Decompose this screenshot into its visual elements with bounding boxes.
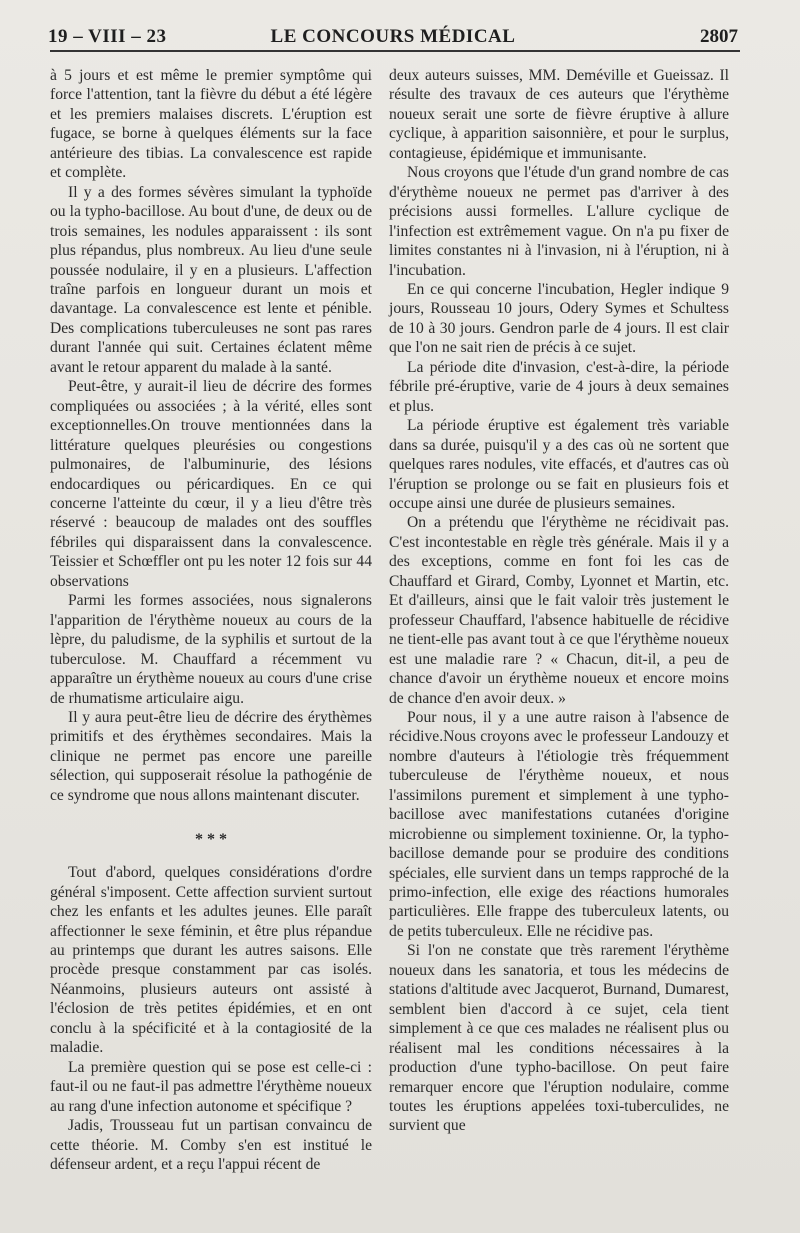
paragraph: Il y aura peut-être lieu de décrire des érythèmes primitifs et des érythèmes secondaires. Mais la clinique ne permet pas encore une pareille sélection, qui supposerait résolue la pathogénie de ce syndrome que nous allons maintenant discuter. [50, 708, 372, 804]
page-number: 2807 [700, 26, 738, 47]
paragraph: à 5 jours et est même le premier symptôme qui force l'attention, tant la fièvre du début a été légère et les premiers malaises discrets. L'éruption est fugace, se borne à quelques éléments sur la face antérieure des tibias. La convalescence est rapide et complète. [50, 67, 372, 182]
header-rule [50, 50, 740, 52]
paragraph: En ce qui concerne l'incubation, Hegler indique 9 jours, Rousseau 10 jours, Odery Symes et Schultess de 10 à 30 jours. Gendron parle de 4 jours. Il est clair que l'on ne sait rien de précis à ce sujet. [389, 280, 729, 357]
paragraph: Il y a des formes sévères simulant la typhoïde ou la typho-bacillose. Au bout d'une, de deux ou de trois semaines, les nodules apparaissent : ils sont plus répandus, plus nombreux. Au lieu d'une seule poussée nodulaire, il y en a plusieurs. L'affection traîne parfois en longueur durant un mois et davantage. La convalescence est lente et pénible. Des complications tuberculeuses ne sont pas rares durant l'année qui suit. Certaines éclatent même avant le retour apparent du malade à la santé. [50, 183, 372, 376]
section-separator: * * * [195, 831, 227, 849]
paragraph: La période dite d'invasion, c'est-à-dire, la période fébrile pré-éruptive, varie de 4 jours à deux semaines et plus. [389, 358, 729, 415]
journal-title: LE CONCOURS MÉDICAL [270, 26, 516, 47]
paragraph: Jadis, Trousseau fut un partisan convaincu de cette théorie. M. Comby s'en est institué le défenseur ardent, et a reçu l'appui récent de [50, 1117, 372, 1174]
paragraph: deux auteurs suisses, MM. Deméville et Gueissaz. Il résulte des travaux de ces auteurs que l'érythème noueux serait une sorte de fièvre éruptive à allure cyclique, à apparition saisonnière, et pour le surplus, contagieuse, épidémique et immunisante. [389, 67, 729, 162]
paragraph: La période éruptive est également très variable dans sa durée, puisqu'il y a des cas où ne sortent que quelques rares nodules, vite effacés, et d'autres cas où l'éruption se prolonge ou se fait en plusieurs fois et occupe ainsi une durée de plusieurs semaines. [389, 417, 729, 512]
left-column [50, 66, 372, 1174]
issue-date: 19 – VIII – 23 [48, 26, 167, 47]
paragraph: Tout d'abord, quelques considérations d'ordre général s'imposent. Cette affection survient surtout chez les enfants et les adultes jeunes. Elle paraît affectionner le sexe féminin, et être plus répandue au printemps que durant les autres saisons. Elle procède presque constamment par cas isolés. Néanmoins, plusieurs auteurs ont assisté à l'éclosion de très petites épidémies, et en ont conclu à la spécificité et à la contagiosité de la maladie. [50, 864, 372, 1057]
paragraph: Si l'on ne constate que très rarement l'érythème noueux dans les sanatoria, et tous les médecins de stations d'altitude avec Jacquerot, Burnand, Dumarest, semblent bien d'accord à ce sujet, cela tient simplement à ce que ces malades ne réalisent plus ou réalisent mal les conditions nécessaires à la production d'une typho-bacillose. On peut faire remarquer encore que l'éruption nodulaire, comme toutes les éruptions appelées toxi-tuberculides, ne survient que [389, 942, 729, 1135]
paragraph: On a prétendu que l'érythème ne récidivait pas. C'est incontestable en règle très générale. Mais il y a des exceptions, comme en font foi les cas de Chauffard et Girard, Comby, Lyonnet et Martin, etc. Et d'ailleurs, ainsi que le fait valoir très justement le professeur Chauffard, l'absence habituelle de récidive ne tient-elle pas avant tout à ce que l'érythème noueux est une maladie rare ? « Chacun, dit-il, a peu de chance d'avoir un érythème noueux et encore moins de chance d'en avoir deux. » [389, 514, 729, 707]
right-column [389, 66, 729, 1136]
paragraph: Nous croyons que l'étude d'un grand nombre de cas d'érythème noueux ne permet pas d'arriver à des précisions aussi formelles. L'allure cyclique de l'infection est extrêmement vague. On n'a pu fixer de limites constantes ni à l'invasion, ni à l'éruption, ni à l'incubation. [389, 164, 729, 279]
paragraph: Parmi les formes associées, nous signalerons l'apparition de l'érythème noueux au cours de la lèpre, du paludisme, de la syphilis et surtout de la tuberculose. M. Chauffard a récemment vu apparaître un érythème noueux au cours d'une crise de rhumatisme articulaire aigu. [50, 592, 372, 707]
paragraph: Pour nous, il y a une autre raison à l'absence de récidive.Nous croyons avec le professeur Landouzy et nombre d'auteurs à l'étiologie très fréquemment tuberculeuse de l'érythème noueux, et nous l'assimilons purement et simplement à une typho-bacillose avec manifestations cutanées d'origine microbienne ou simplement toxinienne. Or, la typho-bacillose demande pour se produire des conditions spéciales, elle survient dans un temps rapproché de la primo-infection, elle exige des réactions humorales particulières. Elle frappe des tuberculeux latents, ou de petits tuberculeux. Elle ne récidive pas. [389, 708, 729, 940]
paragraph: Peut-être, y aurait-il lieu de décrire des formes compliquées ou associées ; à la vérité, elles sont exceptionnelles.On trouve mentionnées dans la littérature quelques pleurésies ou congestions pulmonaires, de l'albuminurie, des lésions endocardiques ou péricardiques. En ce qui concerne l'atteinte du cœur, il y a lieu d'être très réservé : beaucoup de malades ont des souffles fébriles qui disparaissent dans la convalescence. Teissier et Schœffler ont pu les noter 12 fois sur 44 observations [50, 378, 372, 590]
paragraph: La première question qui se pose est celle-ci : faut-il ou ne faut-il pas admettre l'érythème noueux au rang d'une infection autonome et spécifique ? [50, 1058, 372, 1115]
page-header [48, 24, 738, 52]
section-gap [50, 805, 372, 823]
